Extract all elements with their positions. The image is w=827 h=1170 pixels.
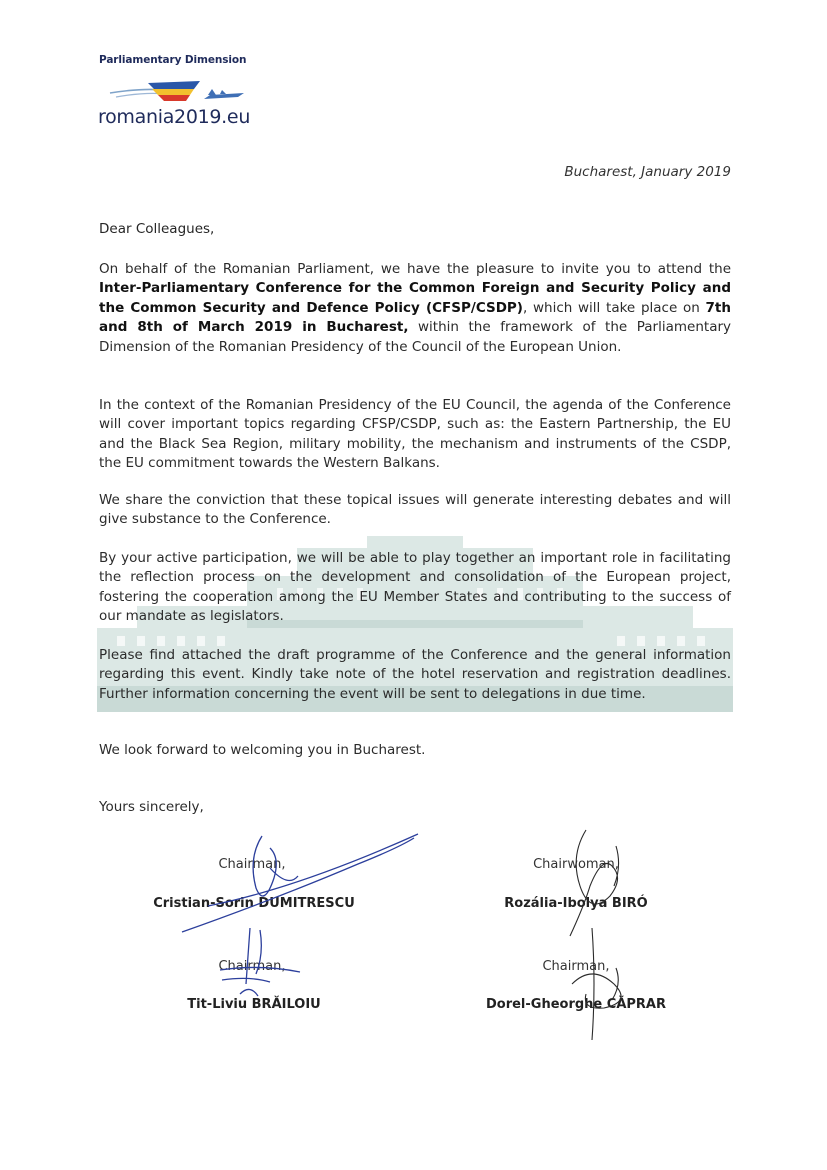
agenda-paragraph: In the context of the Romanian Presidency of the EU Council, the agenda of the Conference will cover important topics regarding CFSP/CSDP, such as: the Eastern Partnership, the EU and the Black Sea Region, military mobility, the mechanism and instruments of the CSDP, the EU commitment towards the Western Balkans. <box>99 397 731 472</box>
conference-date-venue: 7th and 8th of March 2019 in Bucharest, <box>99 299 731 336</box>
signatory-4-role: Chairman, <box>542 959 610 974</box>
invitation-paragraph <box>99 260 731 357</box>
signatory-1-role: Chairman, <box>218 857 286 872</box>
signature-1-icon <box>178 828 428 938</box>
participation-paragraph: By your active participation, we will be able to play together an important role in facilitating the reflection process on the development and consolidation of the European project, fostering the cooperation among the EU Member States and contributing to the success of our mandate as legislators. <box>99 550 731 625</box>
closing-line: Yours sincerely, <box>99 799 204 815</box>
signatory-1-name: Cristian-Sorin DUMITRESCU <box>153 896 355 911</box>
presidency-logo-icon <box>108 77 248 107</box>
signatory-3-name: Tit-Liviu BRĂILOIU <box>187 997 321 1012</box>
signatory-3-role: Chairman, <box>218 959 286 974</box>
conference-title: Inter-Parliamentary Conference for the Common Foreign and Security Policy and the Common Security and Defence Policy (CFSP/CSDP) <box>99 280 731 316</box>
invitation-text-3: within the framework of the Parliamentary Dimension of the Romanian Presidency of the Council of the European Union. <box>99 319 731 355</box>
signatory-4-name: Dorel-Gheorghe CĂPRAR <box>485 997 666 1012</box>
signature-3-icon <box>210 924 310 1004</box>
conviction-paragraph: We share the conviction that these topical issues will generate interesting debates and will give substance to the Conference. <box>99 492 731 528</box>
invitation-text-1: On behalf of the Romanian Parliament, we have the pleasure to invite you to attend the <box>99 261 731 277</box>
signatory-2-role: Chairwoman, <box>533 857 619 872</box>
logo-tagline: Parliamentary Dimension <box>99 54 247 66</box>
signatory-2-name: Rozália-Ibolya BIRÓ <box>504 896 648 911</box>
logo-wordmark: romania2019.eu <box>98 106 251 128</box>
letter-date: Bucharest, January 2019 <box>564 164 731 180</box>
welcome-paragraph: We look forward to welcoming you in Bucharest. <box>99 742 426 758</box>
salutation: Dear Colleagues, <box>99 221 215 237</box>
invitation-text-2: , which will take place on <box>522 299 706 316</box>
attachments-paragraph: Please find attached the draft programme of the Conference and the general information regarding this event. Kindly take note of the hotel reservation and registration deadlines. Further information concerning the event will be sent to delegations in due time. <box>99 647 731 702</box>
signature-4-icon <box>552 924 652 1044</box>
